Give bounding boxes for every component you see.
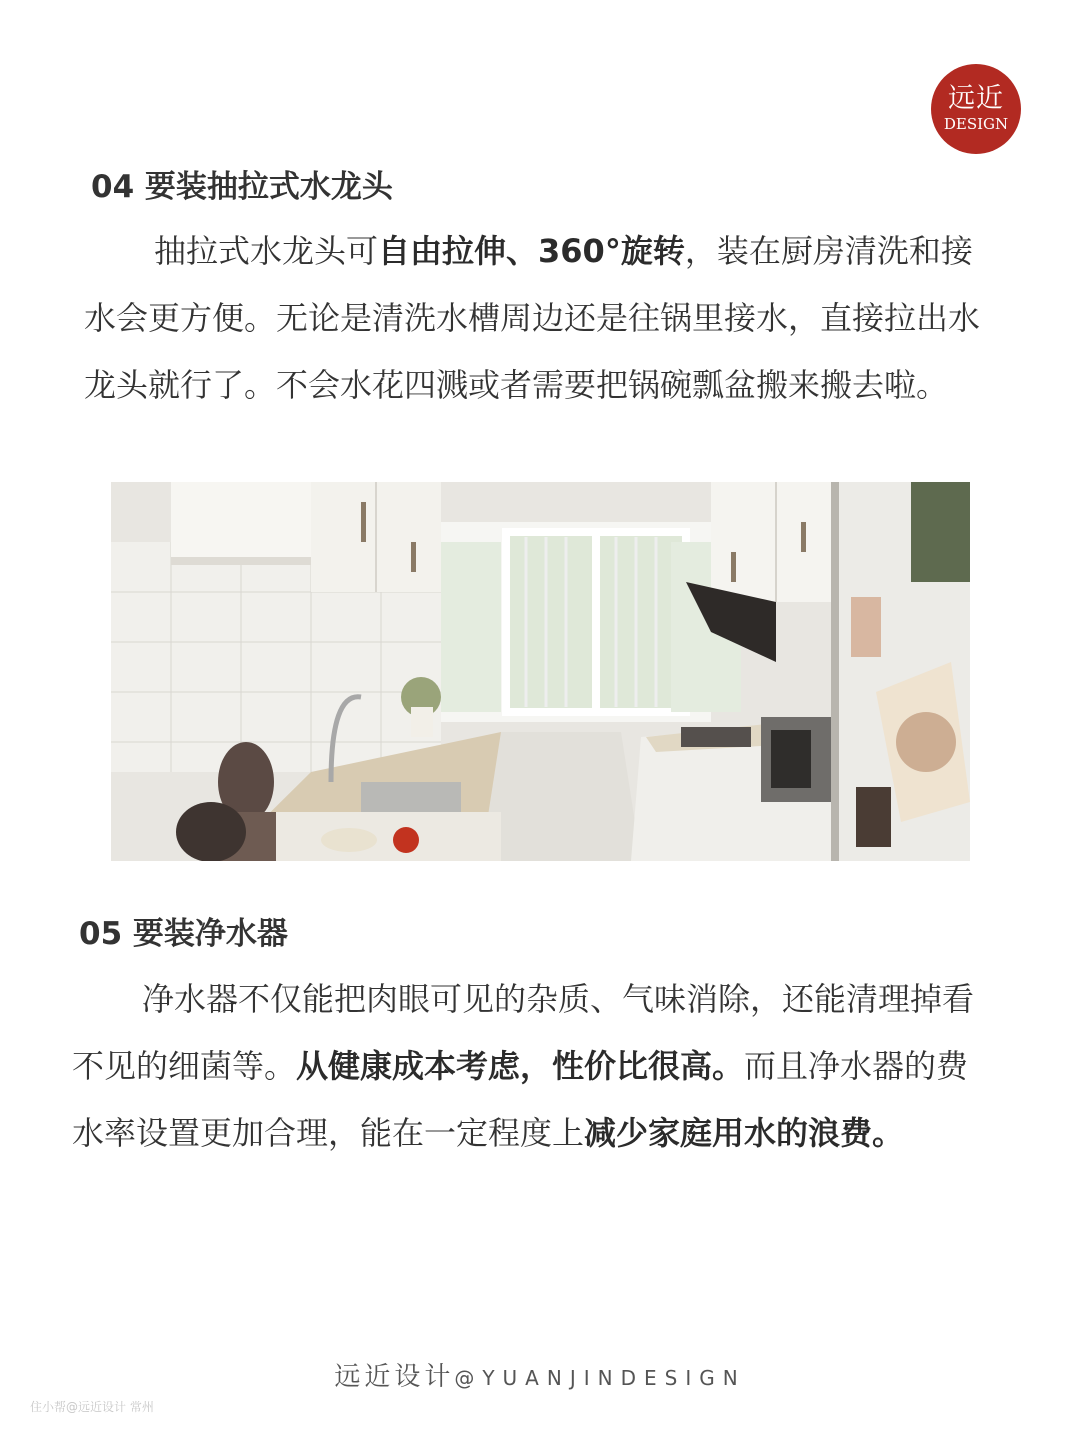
- emphasis-text: 自由拉伸、360°旋转: [378, 232, 685, 270]
- emphasis-text: 从健康成本考虑，性价比很高。: [296, 1047, 745, 1085]
- section-05-heading: 05 要装净水器: [79, 916, 288, 952]
- body-text: ，装在厨房清洗和接水会更方便。无论是清洗水槽周边还是往锅里接水，直接拉出水龙头就行了。不会水花四溅或者需要把锅碗瓢盆搬来搬去啦。: [84, 232, 981, 404]
- logo-text-en: DESIGN: [943, 115, 1009, 133]
- brand-logo: [931, 64, 1021, 154]
- body-text: 抽拉式水龙头可: [154, 232, 379, 270]
- kitchen-photo: [111, 482, 970, 861]
- footer-brand-cn: 远近设计: [334, 1362, 455, 1392]
- emphasis-text: 减少家庭用水的浪费。: [584, 1114, 905, 1152]
- body-text: 而且净水器的费水率设置更加合理，能在一定程度上: [72, 1047, 969, 1152]
- section-04-paragraph: [84, 218, 992, 419]
- body-text: 净水器不仅能把肉眼可见的杂质、气味消除，还能清理掉看不见的细菌等。: [72, 980, 975, 1085]
- watermark: 住小帮@远近设计 常州: [30, 1400, 154, 1414]
- logo-text-cn: 远近: [948, 83, 1004, 114]
- footer-brand-en: @YUANJINDESIGN: [454, 1366, 746, 1390]
- section-04-heading: 04 要装抽拉式水龙头: [91, 169, 393, 205]
- footer-brand: [0, 1356, 1080, 1393]
- section-05-paragraph: [72, 966, 980, 1167]
